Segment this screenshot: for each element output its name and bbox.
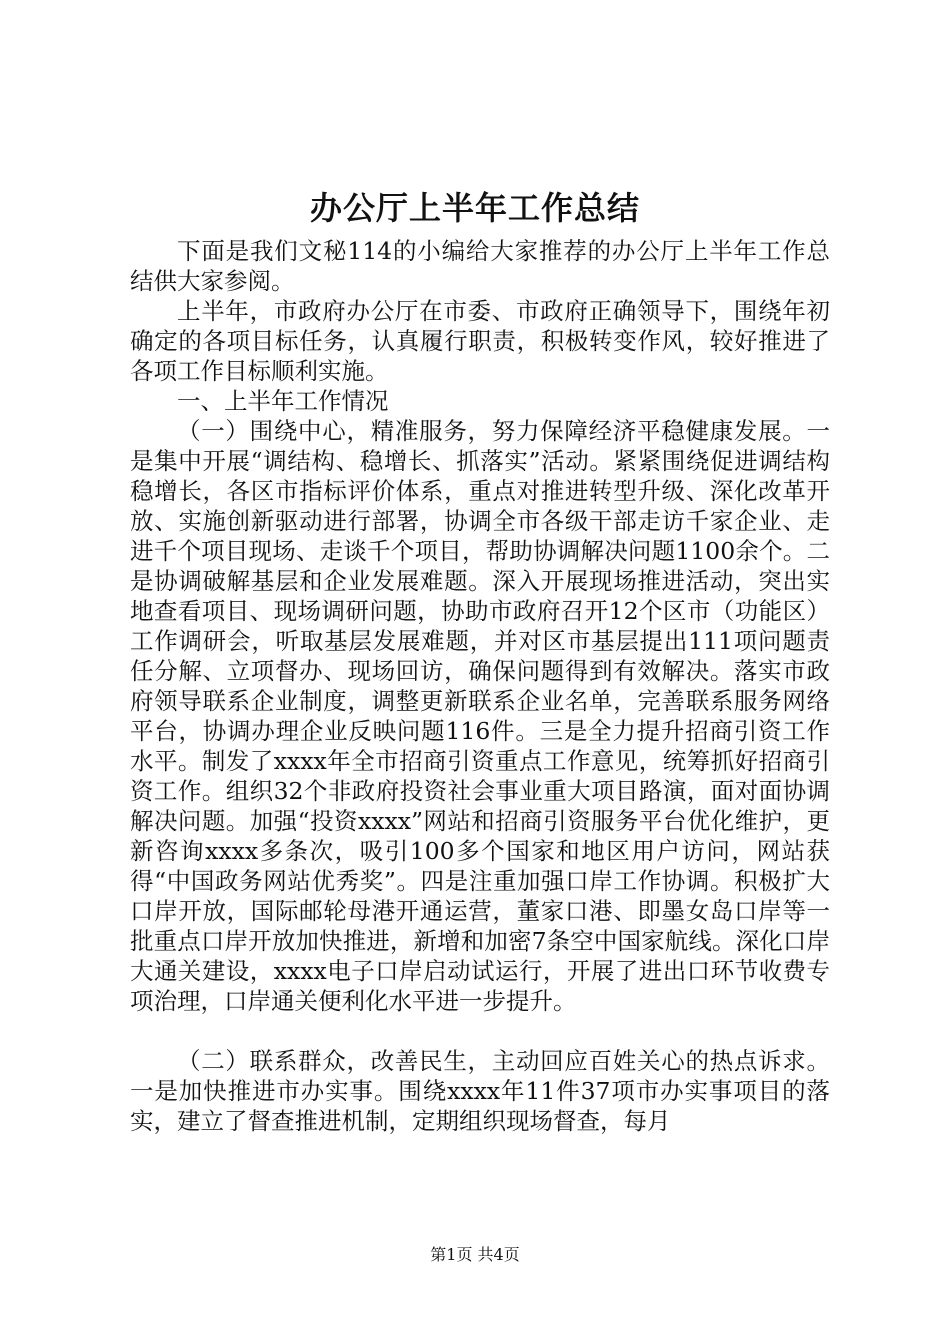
document-title: 办公厅上半年工作总结 — [309, 189, 640, 227]
paragraph-section-1: （一）围绕中心，精准服务，努力保障经济平稳健康发展。一是集中开展“调结构、稳增长、抓落实”活动。紧紧围绕促进调结构稳增长，各区市指标评价体系，重点对推进转型升级、深化改革开放、实施创新驱动进行部署，协调全市各级干部走访千家企业、走进千个项目现场、走谈千个项目，帮助协调解决问题1100余个。二是协调破解基层和企业发展难题。深入开展现场推进活动，突出实地查看项目、现场调研问题，协助市政府召开12个区市（功能区）工作调研会，听取基层发展难题，并对区市基层提出111项问题责任分解、立项督办、现场回访，确保问题得到有效解决。落实市政府领导联系企业制度，调整更新联系企业名单，完善联系服务网络平台，协调办理企业反映问题116件。三是全力提升招商引资工作水平。制发了xxxx年全市招商引资重点工作意见，统筹抓好招商引资工作。组织32个非政府投资社会事业重大项目路演，面对面协调解决问题。加强“投资xxxx”网站和招商引资服务平台优化维护，更新咨询xxxx多条次，吸引100多个国家和地区用户访问，网站获得“中国政务网站优秀奖”。四是注重加强口岸工作协调。积极扩大口岸开放，国际邮轮母港开通运营，董家口港、即墨女岛口岸等一批重点口岸开放加快推进，新增和加密7条空中国家航线。深化口岸大通关建设，xxxx电子口岸启动试运行，开展了进出口环节收费专项治理，口岸通关便利化水平进一步提升。 — [130, 417, 830, 1015]
page-footer: 第1页 共4页 — [430, 1245, 520, 1264]
paragraph-intro: 下面是我们文秘114的小编给大家推荐的办公厅上半年工作总结供大家参阅。 — [130, 237, 830, 295]
document-body — [130, 236, 830, 1136]
paragraph-section-2: （二）联系群众，改善民生，主动回应百姓关心的热点诉求。一是加快推进市办实事。围绕xxxx年11件37项市办实事项目的落实，建立了督查推进机制，定期组织现场督查，每月 — [130, 1047, 830, 1135]
paragraph-summary: 上半年，市政府办公厅在市委、市政府正确领导下，围绕年初确定的各项目标任务，认真履行职责，积极转变作风，较好推进了各项工作目标顺利实施。 — [130, 297, 830, 385]
section-heading: 一、上半年工作情况 — [177, 387, 389, 415]
